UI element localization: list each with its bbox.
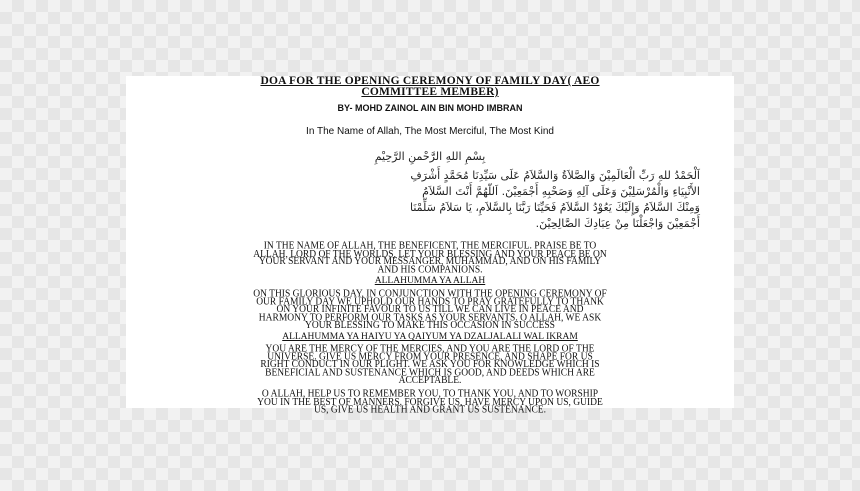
author-line: BY- MOHD ZAINOL AIN BIN MOHD IMBRAN (337, 103, 523, 113)
paragraph-line: HARMONY TO PERFORM OUR TASKS AS YOUR SERVANTS. O ALLAH, WE ASK (258, 313, 602, 324)
paragraph-line: O ALLAH, HELP US TO REMEMBER YOU, TO THANK YOU, AND TO WORSHIP (261, 389, 599, 401)
paragraph-line: IN THE NAME OF ALLAH, THE BENEFICENT, THE MERCIFUL. PRAISE BE TO (263, 241, 597, 252)
paragraph-line: US, GIVE US HEALTH AND GRANT US SUSTENANCE. (314, 405, 546, 417)
paragraph-line: AND HIS COMPANIONS. (377, 265, 483, 276)
paragraph-closing (126, 389, 734, 417)
document-title (126, 76, 734, 98)
paragraph-line: ACCEPTABLE. (398, 376, 462, 387)
paragraph-line: YOUR SERVANT AND YOUR MESSANGER, MUHAMMAD, AND ON HIS FAMILY (258, 257, 602, 268)
arabic-line: وَمِنْكَ السَّلاَمُ وَإِلَيْكَ يَعُوْدُ السَّلاَمُ فَحَيِّنَا رَبَّنَا بِالسَّلاَمِ، يَا سَلاَمُ سَلِّمْنَا (410, 201, 700, 214)
document-page (126, 75, 734, 417)
paragraph-praise (126, 243, 734, 275)
paragraph-line: RIGHT CONDUCT IN OUR PLIGHT. WE ASK YOU FOR KNOWLEDGE WHICH IS (260, 360, 600, 371)
paragraph-occasion (126, 291, 734, 331)
heading-ya-haiyu: ALLAHUMMA YA HAIYU YA QAIYUM YA DZALJALALI WAL IKRAM (282, 332, 578, 343)
paragraph-line: UNIVERSE. GIVE US MERCY FROM YOUR PRESENCE, AND SHAPE FOR US (267, 352, 593, 363)
paragraph-line: BENEFICIAL AND SUSTENANCE WHICH IS GOOD, AND DEEDS WHICH ARE (265, 368, 595, 379)
heading-allahumma: ALLAHUMMA YA ALLAH (374, 276, 486, 287)
paragraph-line: YOU ARE THE MERCY OF THE MERCIES, AND YOU ARE THE LORD OF THE (265, 344, 595, 355)
paragraph-line: OUR FAMILY DAY WE UPHOLD OUR HANDS TO PRAY GRATEFULLY TO THANK (256, 297, 604, 308)
paragraph-line: YOUR BLESSING TO MAKE THIS OCCASION IN SUCCESS (305, 321, 555, 332)
paragraph-line: ON THIS GLORIOUS DAY, IN CONJUNCTION WITH THE OPENING CEREMONY OF (253, 289, 607, 300)
arabic-basmala: بِسْمِ اللهِ الرَّحْمنِ الرَّحِيْمِ (374, 150, 486, 163)
title-line-2: COMMITTEE MEMBER) (361, 86, 499, 98)
basmala-english: In The Name of Allah, The Most Merciful, The Most Kind (306, 126, 554, 137)
paragraph-line: ON YOUR INFINITE FAVOUR TO US TILL WE CAN LIVE IN PEACE AND (276, 305, 584, 316)
arabic-prayer (126, 168, 734, 232)
arabic-line: اَلْحَمْدُ للهِ رَبِّ الْعَالَمِيْنَ وَالصَّلاَةُ وَالسَّلاَمُ عَلَى سَيِّدِنَا مُحَمَّدٍ أَشْرَفِ (410, 169, 700, 182)
paragraph-line: YOU IN THE BEST OF MANNERS. FORGIVE US, HAVE MERCY UPON US, GUIDE (257, 397, 603, 409)
paragraph-mercy (126, 346, 734, 386)
title-line-1: DOA FOR THE OPENING CEREMONY OF FAMILY DAY( AEO (260, 75, 600, 87)
arabic-line: الأَنْبِيَاءِ وَالْمُرْسَلِيْنَ وَعَلَى آلِهِ وَصَحْبِهِ أَجْمَعِيْنَ. اَللّهُمَّ أَنْتَ السَّلاَمُ (422, 185, 700, 198)
arabic-line: أَجْمَعِيْنَ وَاجْعَلْنَا مِنْ عِبَادِكَ الصَّالِحِيْنَ. (535, 217, 700, 230)
paragraph-line: ALLAH, LORD OF THE WORLDS, LET YOUR BLESSING AND YOUR PEACE BE ON (253, 249, 607, 260)
